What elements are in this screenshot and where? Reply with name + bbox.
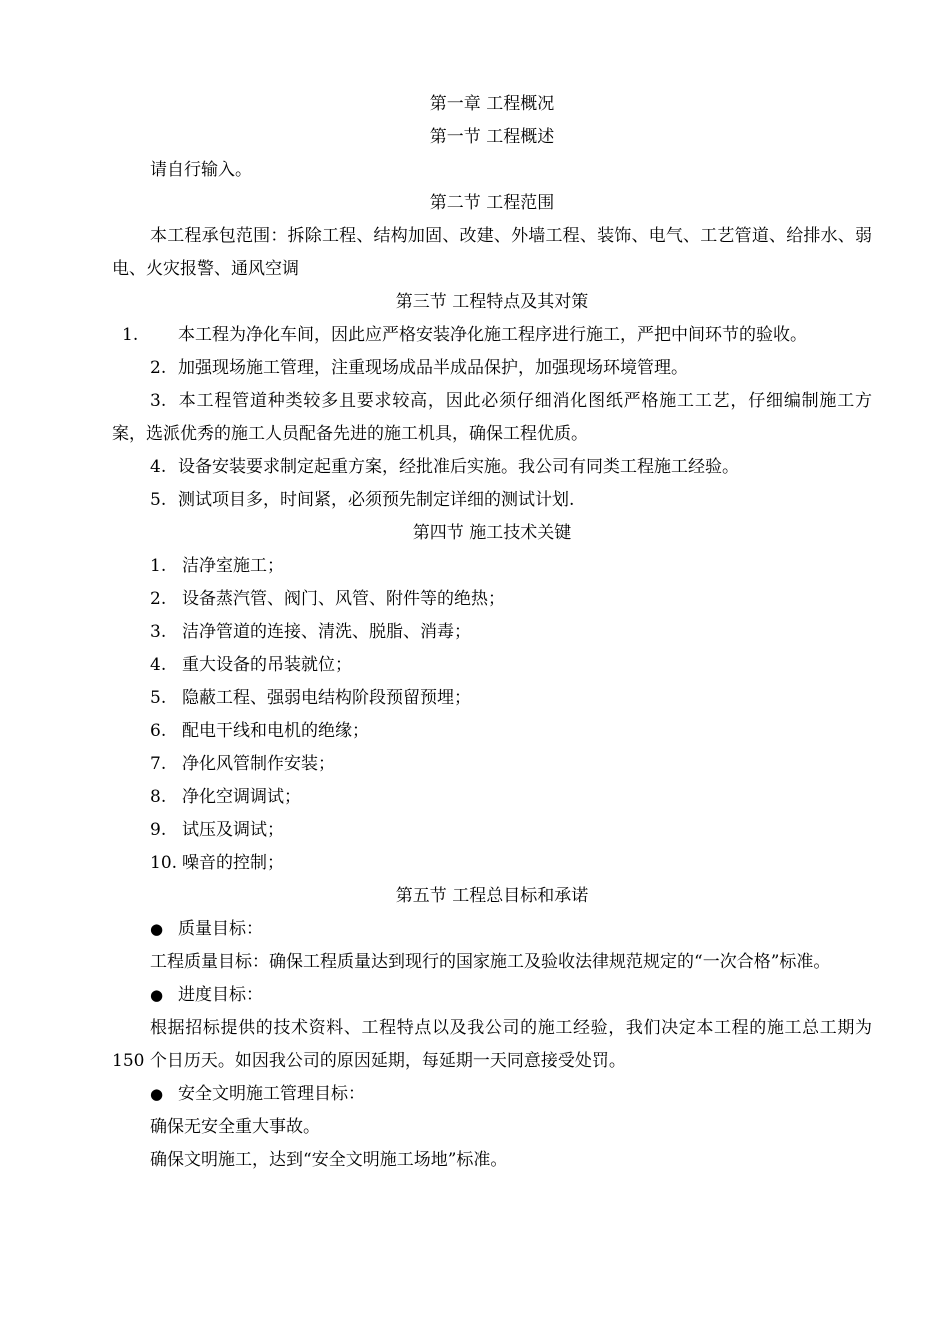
item-text: 加强现场施工管理，注重现场成品半成品保护，加强现场环境管理。 <box>178 358 688 378</box>
item-text: 隐蔽工程、强弱电结构阶段预留预埋； <box>182 688 471 708</box>
schedule-goal-label: 进度目标： <box>178 985 263 1005</box>
schedule-goal-text: 根据招标提供的技术资料、工程特点以及我公司的施工经验，我们决定本工程的施工总工期为 150 个日历天。如因我公司的原因延期，每延期一天同意接受处罚。 <box>112 1018 872 1071</box>
item-number: 9. <box>150 820 167 840</box>
list-item <box>112 781 872 814</box>
list-item <box>112 715 872 748</box>
section3-item-3 <box>112 385 872 451</box>
item-number: 6. <box>150 721 167 741</box>
section1-text: 请自行输入。 <box>150 160 252 180</box>
item-text: 试压及调试； <box>182 820 284 840</box>
item-text: 本工程管道种类较多且要求较高，因此必须仔细消化图纸严格施工工艺，仔细编制施工方案，选派优秀的施工人员配备先进的施工机具，确保工程优质。 <box>112 391 872 444</box>
item-text: 测试项目多，时间紧，必须预先制定详细的测试计划. <box>178 490 575 510</box>
section3-item-4 <box>112 451 872 484</box>
item-text: 噪音的控制； <box>182 853 284 873</box>
item-text: 设备安装要求制定起重方案，经批准后实施。我公司有同类工程施工经验。 <box>178 457 739 477</box>
item-number: 4. <box>150 457 167 477</box>
chapter-title: 第一章 工程概况 <box>429 94 555 114</box>
quality-goal-text: 工程质量目标：确保工程质量达到现行的国家施工及验收法律规范规定的“一次合格”标准。 <box>150 952 831 972</box>
item-text: 设备蒸汽管、阀门、风管、附件等的绝热； <box>182 589 505 609</box>
tech-key-list <box>112 550 872 880</box>
quality-goal-label: 质量目标： <box>178 919 263 939</box>
section2-title: 第二节 工程范围 <box>429 193 555 213</box>
list-item <box>112 814 872 847</box>
item-number: 2. <box>150 358 167 378</box>
bullet-icon: ● <box>150 986 164 1004</box>
item-number: 5. <box>150 688 167 708</box>
item-number: 8. <box>150 787 167 807</box>
list-item <box>112 583 872 616</box>
item-number: 7. <box>150 754 167 774</box>
section2-text: 本工程承包范围：拆除工程、结构加固、改建、外墙工程、装饰、电气、工艺管道、给排水、弱电、火灾报警、通风空调 <box>112 226 872 279</box>
bullet-icon: ● <box>150 920 164 938</box>
item-number: 5. <box>150 490 167 510</box>
list-item <box>112 550 872 583</box>
item-number: 10. <box>150 853 178 873</box>
section1-title: 第一节 工程概述 <box>429 127 555 147</box>
section3-title: 第三节 工程特点及其对策 <box>395 292 589 312</box>
safety-goal-text-2: 确保文明施工，达到“安全文明施工场地”标准。 <box>150 1150 508 1170</box>
list-item <box>112 616 872 649</box>
item-number: 2. <box>150 589 167 609</box>
list-item <box>112 649 872 682</box>
safety-goal-heading <box>112 1078 872 1111</box>
item-number: 3. <box>150 622 167 642</box>
section3-item-5 <box>112 484 872 517</box>
item-text: 重大设备的吊装就位； <box>182 655 352 675</box>
item-number: 4. <box>150 655 167 675</box>
safety-goal-label: 安全文明施工管理目标： <box>178 1084 365 1104</box>
item-text: 净化风管制作安装； <box>182 754 335 774</box>
quality-goal-heading <box>112 913 872 946</box>
item-text: 洁净室施工； <box>182 556 284 576</box>
section4-title: 第四节 施工技术关键 <box>412 523 572 543</box>
item-text: 本工程为净化车间，因此应严格安装净化施工程序进行施工，严把中间环节的验收。 <box>178 325 807 345</box>
list-item <box>112 748 872 781</box>
item-number: 1. <box>122 325 139 345</box>
item-number: 3. <box>150 391 167 411</box>
list-item <box>112 682 872 715</box>
section5-title: 第五节 工程总目标和承诺 <box>395 886 589 906</box>
document-page <box>112 88 872 1177</box>
item-text: 净化空调调试； <box>182 787 301 807</box>
item-text: 配电干线和电机的绝缘； <box>182 721 369 741</box>
bullet-icon: ● <box>150 1085 164 1103</box>
schedule-goal-heading <box>112 979 872 1012</box>
item-text: 洁净管道的连接、清洗、脱脂、消毒； <box>182 622 471 642</box>
section3-item-1 <box>112 319 872 352</box>
item-number: 1. <box>150 556 167 576</box>
safety-goal-text-1: 确保无安全重大事故。 <box>150 1117 320 1137</box>
section3-item-2 <box>112 352 872 385</box>
list-item <box>112 847 872 880</box>
